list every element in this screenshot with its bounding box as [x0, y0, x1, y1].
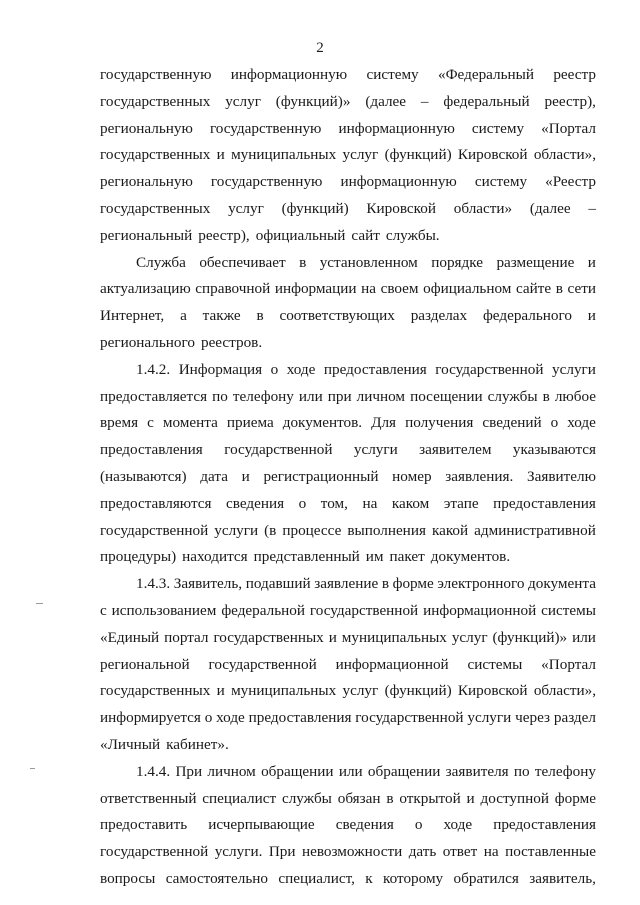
word: систему [474, 173, 528, 191]
word: документов. [282, 414, 363, 432]
word: любое [554, 387, 596, 405]
word: реестр), [198, 226, 250, 244]
word: выполнения [347, 521, 426, 539]
word: муниципальных [231, 146, 337, 164]
word: предоставить [100, 816, 188, 834]
text-line [100, 544, 596, 571]
word: по [212, 387, 228, 405]
word: услуг [342, 146, 379, 164]
word: (называются) [100, 467, 187, 485]
word: предоставления [323, 360, 427, 378]
word: посещении [410, 387, 483, 405]
word: разделах [410, 307, 468, 325]
word: области», [533, 146, 596, 164]
word: услуги. [214, 843, 263, 861]
word: и [587, 307, 596, 325]
word: дать [408, 843, 437, 861]
word: размещение [496, 253, 575, 271]
word: реестр), [544, 92, 596, 110]
word: услуги [214, 521, 259, 539]
word: специалист, [278, 869, 355, 887]
word: «Личный [100, 735, 161, 753]
word: Интернет, [100, 307, 165, 325]
word: «Единый [100, 628, 160, 646]
word: а [180, 307, 187, 325]
word: о [550, 414, 559, 432]
word: региональную [100, 173, 193, 191]
word: момента [162, 414, 218, 432]
word: Кировской [457, 682, 528, 700]
word: обращении [261, 762, 334, 780]
word: государственных [100, 199, 211, 217]
word: на [361, 280, 376, 298]
word: в [386, 789, 394, 807]
word: услуги [353, 441, 398, 459]
word: номер [392, 467, 432, 485]
word: предоставления [493, 494, 596, 512]
word: на [483, 843, 499, 861]
word: о [270, 360, 279, 378]
word: сайте [515, 280, 552, 298]
text-line [100, 116, 596, 143]
word: предоставляются [100, 494, 212, 512]
word: исчерпывающие [208, 816, 315, 834]
word: услуги [552, 360, 596, 378]
word: в [299, 253, 307, 271]
word: систему [471, 119, 525, 137]
word: личном [356, 387, 406, 405]
word: установленном [319, 253, 418, 271]
word: 1.4.4. [136, 762, 171, 780]
text-line [100, 464, 596, 491]
word: форме [554, 789, 596, 807]
word: сведений [482, 414, 542, 432]
word: – [588, 199, 596, 217]
word: информационной [335, 655, 449, 673]
word: ответственный [100, 789, 197, 807]
word: информационную [230, 66, 348, 83]
word: какой [431, 521, 469, 539]
word: соответствующих [279, 307, 395, 325]
text-line [100, 62, 596, 89]
word: Заявитель, [173, 575, 243, 593]
word: «Федеральный [437, 66, 535, 83]
word: и [587, 253, 596, 271]
word: портал [164, 628, 209, 646]
word: доступной [480, 789, 549, 807]
word: государственную [209, 119, 322, 137]
text-line [100, 223, 596, 250]
text-line [100, 357, 596, 384]
text-line [100, 759, 596, 786]
word: также [202, 307, 241, 325]
text-line [100, 196, 596, 223]
word: и [328, 628, 337, 646]
word: справочной [195, 280, 271, 298]
word: систему [366, 66, 419, 83]
word: заявитель, [529, 869, 596, 887]
word: При [175, 762, 203, 780]
word: обязан [337, 789, 381, 807]
word: ответ [442, 843, 478, 861]
word: обратился [453, 869, 519, 887]
word: системы [467, 655, 523, 673]
word: обеспечивает [199, 253, 286, 271]
word: время [100, 414, 139, 432]
word: или [572, 628, 596, 646]
word: ходе [443, 816, 473, 834]
word: системы [541, 601, 596, 619]
word: с [147, 414, 154, 432]
word: предоставления [248, 709, 352, 727]
word: своем [380, 280, 419, 298]
text-line [100, 276, 596, 303]
word: актуализацию [100, 280, 191, 298]
margin-mark [36, 603, 43, 604]
word: кабинет». [166, 735, 229, 753]
text-line [100, 89, 596, 116]
word: службы [281, 789, 332, 807]
word: службы [487, 387, 538, 405]
word: сведения [335, 816, 394, 834]
word: услуг [342, 682, 379, 700]
word: федеральный [443, 92, 530, 110]
word: вопросы [100, 869, 156, 887]
text-line [100, 786, 596, 813]
word: электронного [437, 575, 525, 593]
word: «Реестр [545, 173, 596, 191]
word: официальном [423, 280, 512, 298]
word: процедуры) [100, 548, 177, 566]
word: представленный [253, 548, 360, 566]
word: о [204, 709, 213, 727]
word: через [515, 709, 551, 727]
text-line [100, 598, 596, 625]
text-line [100, 330, 596, 357]
word: услуги [467, 709, 512, 727]
word: сведения [226, 494, 285, 512]
word: дата [200, 467, 228, 485]
word: государственной [100, 843, 209, 861]
word: заявления. [445, 467, 514, 485]
word: порядке [431, 253, 483, 271]
word: ходе [286, 360, 316, 378]
text-line [100, 839, 596, 866]
word: официальный [255, 226, 346, 244]
word: Заявителю [527, 467, 596, 485]
word: региональный [100, 226, 193, 244]
word: области», [533, 682, 596, 700]
word: им [365, 548, 384, 566]
word: и [216, 682, 225, 700]
word: каком [391, 494, 430, 512]
word: (функций) [384, 682, 452, 700]
word: государственную [210, 173, 323, 191]
word: (далее [365, 92, 407, 110]
text-line [100, 384, 596, 411]
text-line [100, 142, 596, 169]
word: телефону [534, 762, 596, 780]
word: обращении [367, 762, 441, 780]
word: о [298, 494, 307, 512]
word: поставленные [505, 843, 596, 861]
word: При [268, 843, 296, 861]
document-body [100, 62, 596, 893]
word: раздел [553, 709, 596, 727]
word: административной [474, 521, 596, 539]
margin-mark [30, 768, 35, 769]
word: ходе [216, 709, 245, 727]
word: – [420, 92, 429, 110]
word: (функций) [281, 199, 349, 217]
word: реестров. [200, 333, 263, 351]
word: находится [182, 548, 248, 566]
word: Информация [178, 360, 263, 378]
word: региональной [100, 655, 190, 673]
word: 1.4.3. [136, 575, 171, 593]
text-line [100, 518, 596, 545]
word: реестр [553, 66, 596, 83]
text-line [100, 250, 596, 277]
word: службы. [385, 226, 440, 244]
word: невозможности [301, 843, 403, 861]
word: этапе [443, 494, 479, 512]
word: предоставления [493, 816, 596, 834]
word: в [256, 307, 264, 325]
text-line [100, 866, 596, 893]
word: региональную [100, 119, 193, 137]
word: процессе [282, 521, 342, 539]
word: муниципальных [231, 682, 337, 700]
word: получения [405, 414, 474, 432]
word: государственной [208, 655, 317, 673]
word: по [513, 762, 530, 780]
word: 1.4.2. [136, 360, 171, 378]
word: федерального [482, 307, 572, 325]
word: области» [453, 199, 513, 217]
word: государственной [309, 601, 419, 619]
word: государственной [100, 521, 209, 539]
text-line [100, 652, 596, 679]
word: предоставления [100, 441, 203, 459]
word: к [365, 869, 373, 887]
word: муниципальных [341, 628, 447, 646]
word: и [466, 789, 475, 807]
word: государственной [435, 360, 544, 378]
word: государственной [355, 709, 464, 727]
word: Кировской [366, 199, 436, 217]
text-line [100, 491, 596, 518]
page-number: 2 [316, 40, 324, 56]
word: на [362, 494, 378, 512]
word: регионального [100, 333, 195, 351]
word: документов. [430, 548, 511, 566]
word: подавший [245, 575, 311, 593]
word: сети [567, 280, 596, 298]
word: в [381, 575, 389, 593]
word: регистрационный [263, 467, 379, 485]
word: специалист [202, 789, 277, 807]
word: (функций) [384, 146, 452, 164]
word: личном [207, 762, 256, 780]
word: о [414, 816, 423, 834]
word: «Портал [541, 655, 596, 673]
word: которому [383, 869, 444, 887]
word: с [100, 601, 107, 619]
word: Для [371, 414, 397, 432]
word: государственных [100, 146, 211, 164]
word: услуг [451, 628, 488, 646]
word: (функций)» [275, 92, 351, 110]
word: информации [274, 280, 357, 298]
word: информируется [100, 709, 201, 727]
word: сайт [351, 226, 380, 244]
word: указываются [512, 441, 596, 459]
word: документа [528, 575, 596, 593]
word: или [298, 387, 323, 405]
word: информационной [423, 601, 537, 619]
word: федеральной [221, 601, 305, 619]
word: (далее [529, 199, 571, 217]
word: при [327, 387, 352, 405]
text-line [100, 303, 596, 330]
word: государственных [213, 628, 324, 646]
word: том, [320, 494, 348, 512]
word: пакет [389, 548, 425, 566]
word: государственных [100, 92, 211, 110]
text-line [100, 812, 596, 839]
word: форме [392, 575, 434, 593]
word: самостоятельно [165, 869, 269, 887]
text-line [100, 410, 596, 437]
word: заявление [314, 575, 379, 593]
word: информационную [338, 119, 455, 137]
word: (в [264, 521, 277, 539]
text-line [100, 571, 596, 598]
word: информационную [340, 173, 457, 191]
word: государственную [100, 66, 212, 83]
word: заявителя [445, 762, 509, 780]
word: государственной [224, 441, 333, 459]
word: услуг [225, 92, 261, 110]
word: в [555, 280, 563, 298]
word: в [542, 387, 550, 405]
word: заявителем [419, 441, 492, 459]
word: и [216, 146, 225, 164]
word: телефону [232, 387, 294, 405]
word: «Портал [541, 119, 596, 137]
word: использованием [111, 601, 217, 619]
text-line [100, 705, 596, 732]
text-line [100, 678, 596, 705]
word: или [338, 762, 363, 780]
word: приема [226, 414, 274, 432]
word: открытой [399, 789, 461, 807]
text-line [100, 169, 596, 196]
word: и [241, 467, 250, 485]
word: предоставляется [100, 387, 208, 405]
word: Кировской [457, 146, 528, 164]
word: (функций)» [492, 628, 568, 646]
text-line [100, 437, 596, 464]
text-line [100, 625, 596, 652]
text-line [100, 732, 596, 759]
word: услуг [228, 199, 264, 217]
word: государственных [100, 682, 211, 700]
word: Служба [136, 253, 186, 271]
word: ходе [567, 414, 596, 432]
